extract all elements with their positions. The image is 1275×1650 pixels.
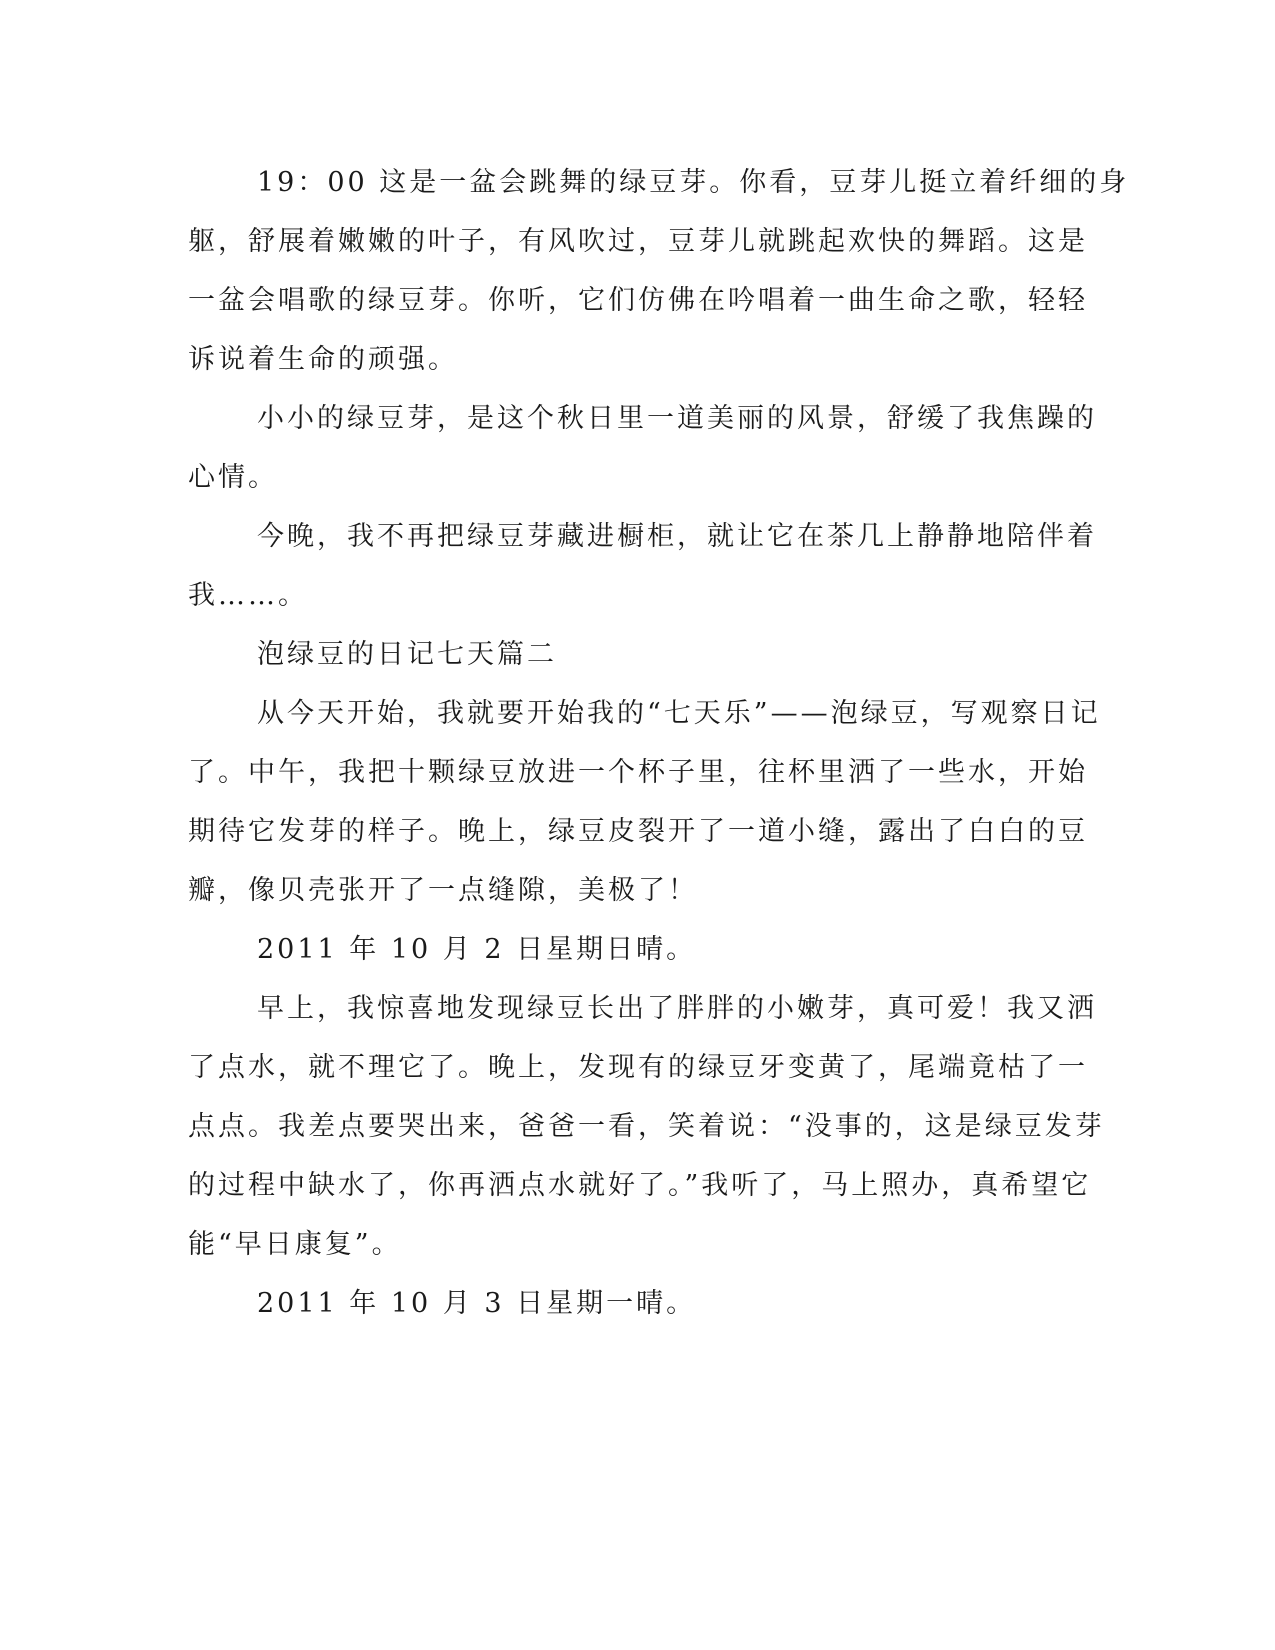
paragraph-7-line-4: 的过程中缺水了，你再洒点水就好了。”我听了，马上照办，真希望它 [188, 1170, 1092, 1201]
paragraph-1-line-4: 诉说着生命的顽强。 [188, 344, 458, 375]
paragraph-2-line-1: 小小的绿豆芽，是这个秋日里一道美丽的风景，舒缓了我焦躁的 [257, 403, 1097, 434]
paragraph-7-line-3: 点点。我差点要哭出来，爸爸一看，笑着说：“没事的，这是绿豆发芽 [188, 1111, 1105, 1142]
diary-date-2: 2011 年 10 月 3 日星期一晴。 [257, 1288, 697, 1319]
diary-date-1: 2011 年 10 月 2 日星期日晴。 [257, 934, 697, 965]
paragraph-1-line-2: 躯，舒展着嫩嫩的叶子，有风吹过，豆芽儿就跳起欢快的舞蹈。这是 [188, 226, 1088, 257]
paragraph-5-line-2: 了。中午，我把十颗绿豆放进一个杯子里，往杯里洒了一些水，开始 [188, 757, 1088, 788]
paragraph-7-line-2: 了点水，就不理它了。晚上，发现有的绿豆牙变黄了，尾端竟枯了一 [188, 1052, 1088, 1083]
paragraph-1-line-3: 一盆会唱歌的绿豆芽。你听，它们仿佛在吟唱着一曲生命之歌，轻轻 [188, 285, 1088, 316]
paragraph-7-line-5: 能“早日康复”。 [188, 1229, 402, 1260]
paragraph-7-line-1: 早上，我惊喜地发现绿豆长出了胖胖的小嫩芽，真可爱！我又洒 [257, 993, 1097, 1024]
paragraph-3-line-1: 今晚，我不再把绿豆芽藏进橱柜，就让它在茶几上静静地陪伴着 [257, 521, 1097, 552]
section-heading: 泡绿豆的日记七天篇二 [257, 639, 557, 670]
paragraph-3-line-2: 我……。 [188, 580, 308, 611]
paragraph-5-line-3: 期待它发芽的样子。晚上，绿豆皮裂开了一道小缝，露出了白白的豆 [188, 816, 1088, 847]
paragraph-5-line-4: 瓣，像贝壳张开了一点缝隙，美极了！ [188, 875, 698, 906]
paragraph-2-line-2: 心情。 [188, 462, 278, 493]
paragraph-1-line-1: 19：00 这是一盆会跳舞的绿豆芽。你看，豆芽儿挺立着纤细的身 [257, 167, 1130, 198]
paragraph-5-line-1: 从今天开始，我就要开始我的“七天乐”——泡绿豆，写观察日记 [257, 698, 1101, 729]
